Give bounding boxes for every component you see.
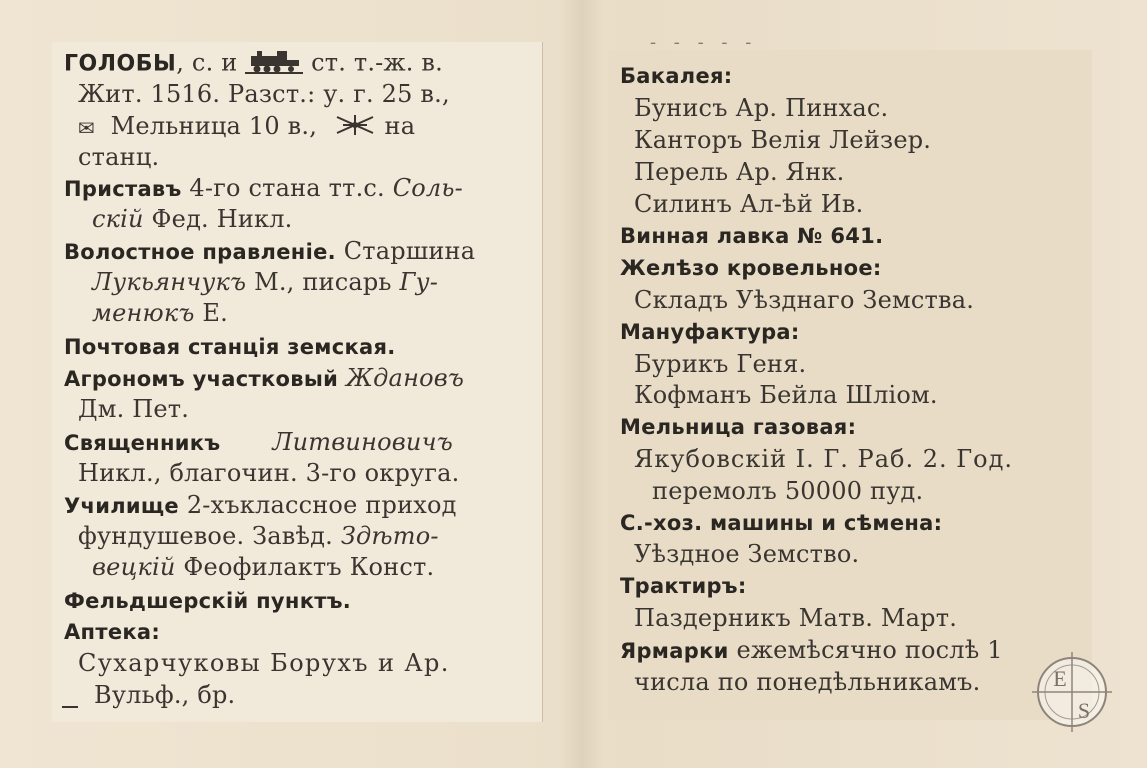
volost-names: Лукьянчукъ М., писарь Гу- — [92, 268, 439, 296]
pristav-name: скій Фед. Никл. — [92, 205, 293, 233]
volost-names-cont: менюкъ Е. — [92, 299, 228, 327]
station-line: станц. — [78, 143, 160, 171]
entry-pochta: Почтовая станція земская. — [64, 335, 396, 359]
manufaktura-1: Бурикъ Геня. — [634, 350, 807, 378]
entry-yarmarki: Ярмарки ежемѣсячно послѣ 1 — [620, 636, 1003, 664]
bakaleya-2: Канторъ Велія Лейзер. — [634, 126, 932, 154]
page-fold — [560, 0, 604, 768]
mail-icon: ✉ — [78, 115, 95, 140]
watermark-bottom-letter: S — [1077, 698, 1091, 723]
entry-uchilishche: Училище 2-хъклассное приход — [64, 491, 457, 519]
heading-melnitsa: Мельница газовая: — [620, 415, 857, 439]
population-line: Жит. 1516. Разст.: у. г. 25 в., — [78, 80, 450, 108]
entry-pristav: Приставъ 4-го стана тт.с. Соль- — [64, 174, 463, 202]
watermark-top-letter: E — [1053, 666, 1067, 691]
entry-golobi: ГОЛОБЫ, с. и ст. т.-ж. в. — [64, 48, 443, 80]
town-name: ГОЛОБЫ — [64, 51, 177, 77]
yarmarki-cont: числа по понедѣльникамъ. — [634, 668, 981, 696]
heading-vinnaya: Винная лавка № 641. — [620, 224, 884, 248]
heading-zhelezo: Желѣзо кровельное: — [620, 256, 882, 280]
train-icon — [245, 48, 303, 80]
apteka-name: Сухарчуковы Борухъ и Ар. — [78, 649, 450, 677]
mashiny-1: Уѣздное Земство. — [634, 540, 860, 568]
heading-mashiny: С.-хоз. машины и сѣмена: — [620, 511, 943, 535]
telegraph-icon — [333, 113, 377, 143]
torn-top-fragment: - - - - - — [650, 32, 758, 53]
melnitsa-1: Якубовскій І. Г. Раб. 2. Год. — [634, 445, 1013, 473]
traktir-1: Паздерникъ Матв. Март. — [634, 604, 958, 632]
apteka-name-cont: Вульф., бр. — [94, 681, 236, 709]
uchilishche-cont: фундушевое. Завѣд. Здѣто- — [78, 522, 439, 550]
entry-svyashchennik: Священникъ Литвиновичъ — [64, 428, 453, 456]
mill-line: ✉ Мельница 10 в., на — [78, 112, 415, 143]
bakaleya-4: Силинъ Ал-ѣй Ив. — [634, 190, 864, 218]
heading-manufaktura: Мануфактура: — [620, 320, 800, 344]
entry-feldsher: Фельдшерскій пунктъ. — [64, 589, 352, 613]
es-watermark-logo — [1032, 652, 1112, 732]
bakaleya-1: Бунисъ Ар. Пинхас. — [634, 94, 889, 122]
dash-mark — [62, 706, 78, 708]
entry-agronom: Агрономъ участковый Ждановъ — [64, 364, 465, 392]
bakaleya-3: Перель Ар. Янк. — [634, 158, 845, 186]
heading-bakaleya: Бакалея: — [620, 64, 733, 88]
entry-volost: Волостное правленіе. Старшина — [64, 237, 476, 265]
agronom-name: Дм. Пет. — [78, 395, 190, 423]
zhelezo-1: Складъ Уѣзднаго Земства. — [634, 286, 975, 314]
melnitsa-2: перемолъ 50000 пуд. — [652, 477, 924, 505]
uchilishche-name: вецкій Феофилактъ Конст. — [92, 553, 435, 581]
manufaktura-2: Кофманъ Бейла Шліом. — [634, 381, 938, 409]
heading-traktir: Трактиръ: — [620, 574, 747, 598]
entry-apteka: Аптека: — [64, 620, 161, 644]
svyashchennik-name: Никл., благочин. 3-го округа. — [78, 459, 460, 487]
